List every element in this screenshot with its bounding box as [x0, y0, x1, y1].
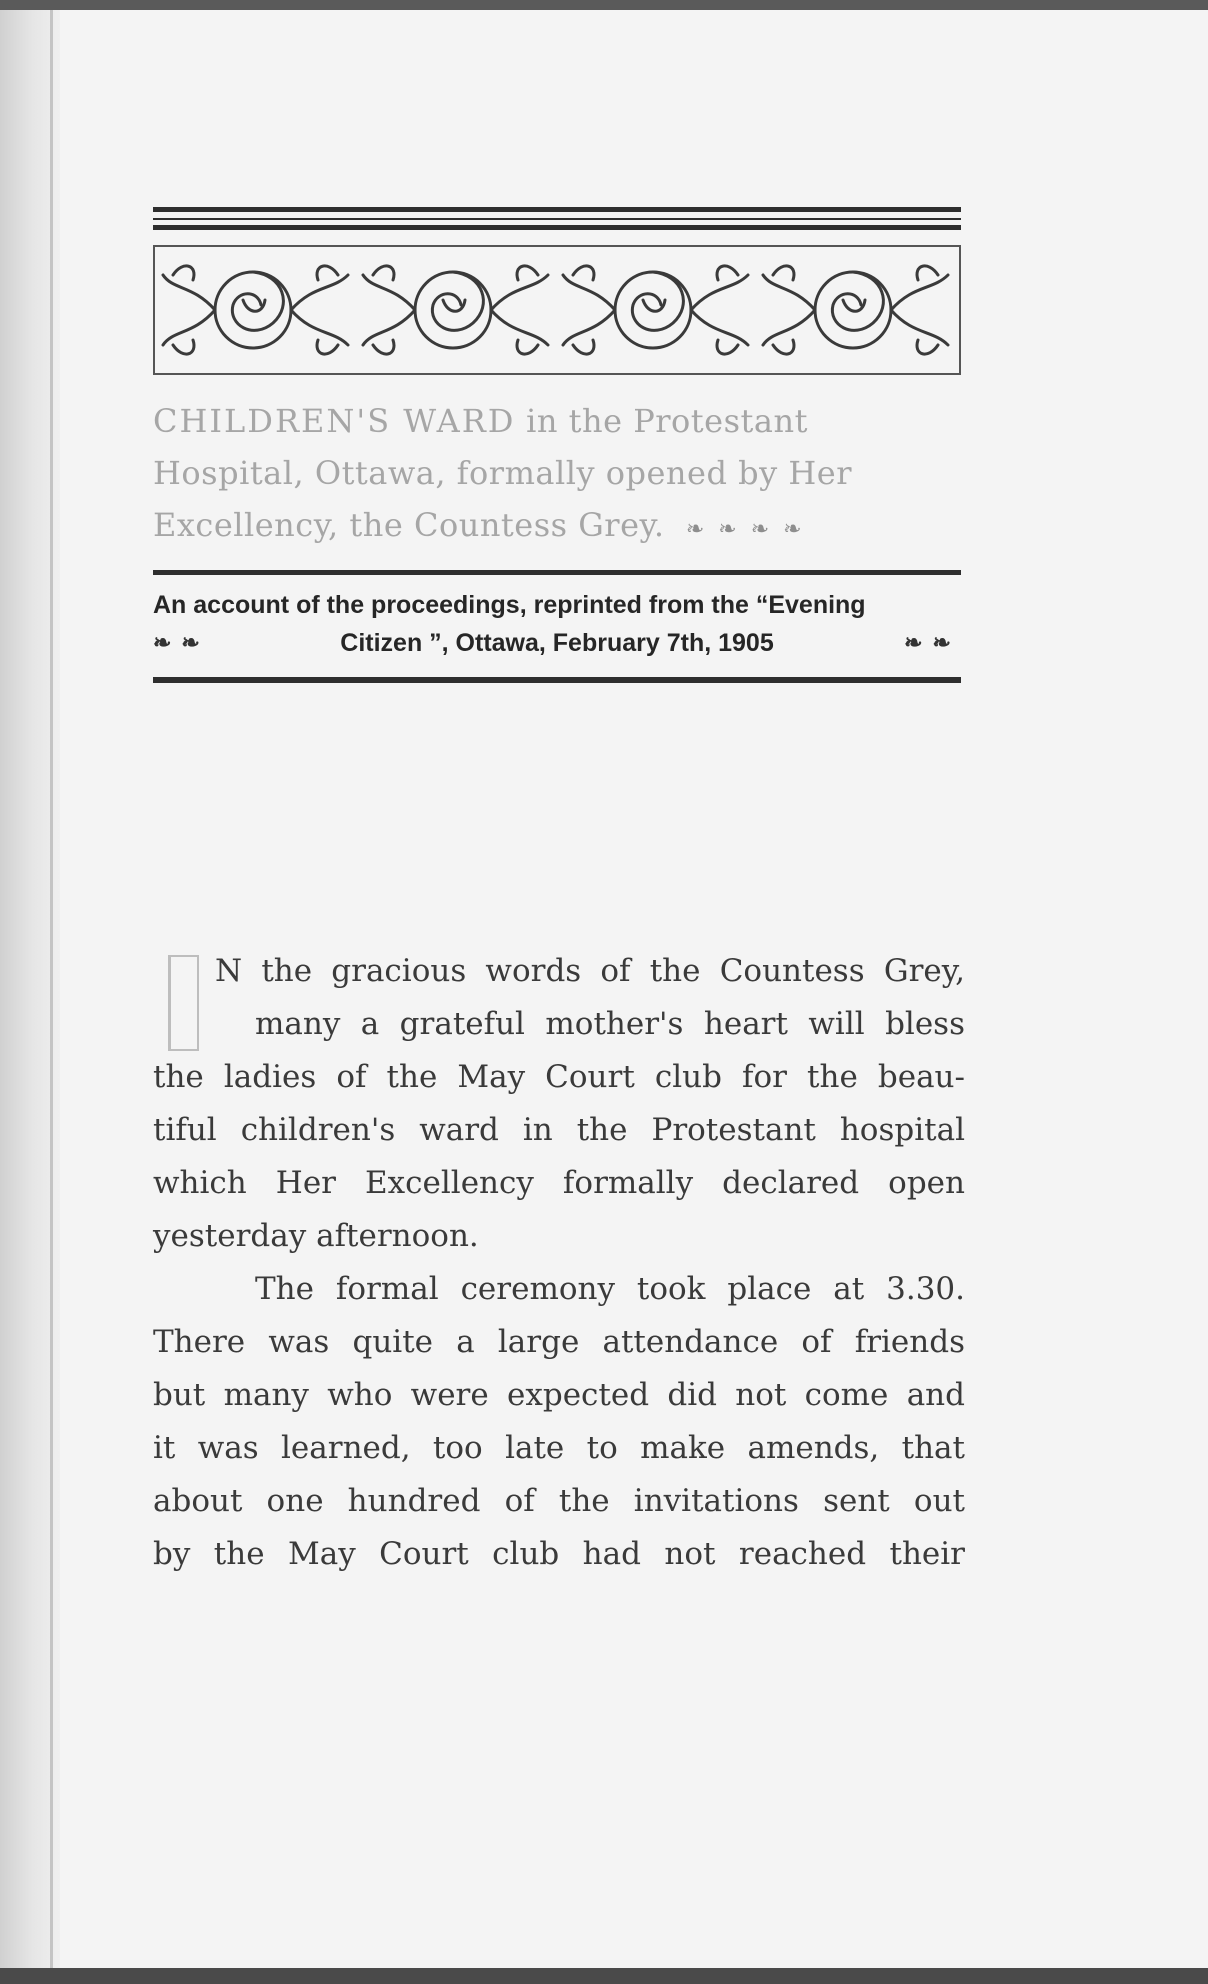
body-line: by the May Court club had not reached their	[153, 1536, 965, 1572]
fleuron-left: ❧❧	[153, 630, 210, 655]
title-line1-rest: in the Protestant	[515, 402, 808, 440]
title-line2: Hospital, Ottawa, formally opened by Her	[153, 454, 852, 492]
fleuron-ornaments: ❧❧❧❧	[685, 517, 816, 542]
body-paragraphs	[153, 945, 965, 1581]
top-rule-thin-1	[153, 218, 961, 220]
body-line: but many who were expected did not come and	[153, 1377, 965, 1413]
ornamental-scroll-band	[153, 245, 961, 375]
body-line: which Her Excellency formally declared open	[153, 1165, 965, 1201]
body-line: it was learned, too late to make amends, that	[153, 1430, 965, 1466]
top-rule-thick-2	[153, 225, 961, 230]
fleuron-right: ❧❧	[904, 630, 961, 655]
body-line: There was quite a large attendance of friends	[153, 1324, 965, 1360]
page-top-edge	[0, 0, 1208, 10]
body-line: N the gracious words of the Countess Grey,	[215, 953, 965, 989]
body-line: yesterday afternoon.	[153, 1218, 479, 1254]
document-subtitle	[153, 586, 961, 662]
title-caps: CHILDREN'S WARD	[153, 402, 516, 440]
body-line: tiful children's ward in the Protestant hospital	[153, 1112, 965, 1148]
body-line: about one hundred of the invitations sent out	[153, 1483, 965, 1519]
page-bottom-edge	[0, 1968, 1208, 1984]
bottom-rule	[153, 677, 961, 683]
body-line: The formal ceremony took place at 3.30.	[255, 1271, 965, 1307]
title-line3: Excellency, the Countess Grey.	[153, 506, 665, 544]
body-line: many a grateful mother's heart will bless	[255, 1006, 965, 1042]
middle-rule	[153, 570, 961, 575]
subtitle-line2: Citizen ”, Ottawa, February 7th, 1905	[340, 629, 774, 657]
body-line: the ladies of the May Court club for the beau-	[153, 1059, 965, 1095]
subtitle-line1: An account of the proceedings, reprinted from the “Evening	[153, 591, 866, 619]
document-title	[153, 395, 973, 556]
book-gutter-line	[50, 10, 53, 1968]
top-rule-thick	[153, 207, 961, 212]
